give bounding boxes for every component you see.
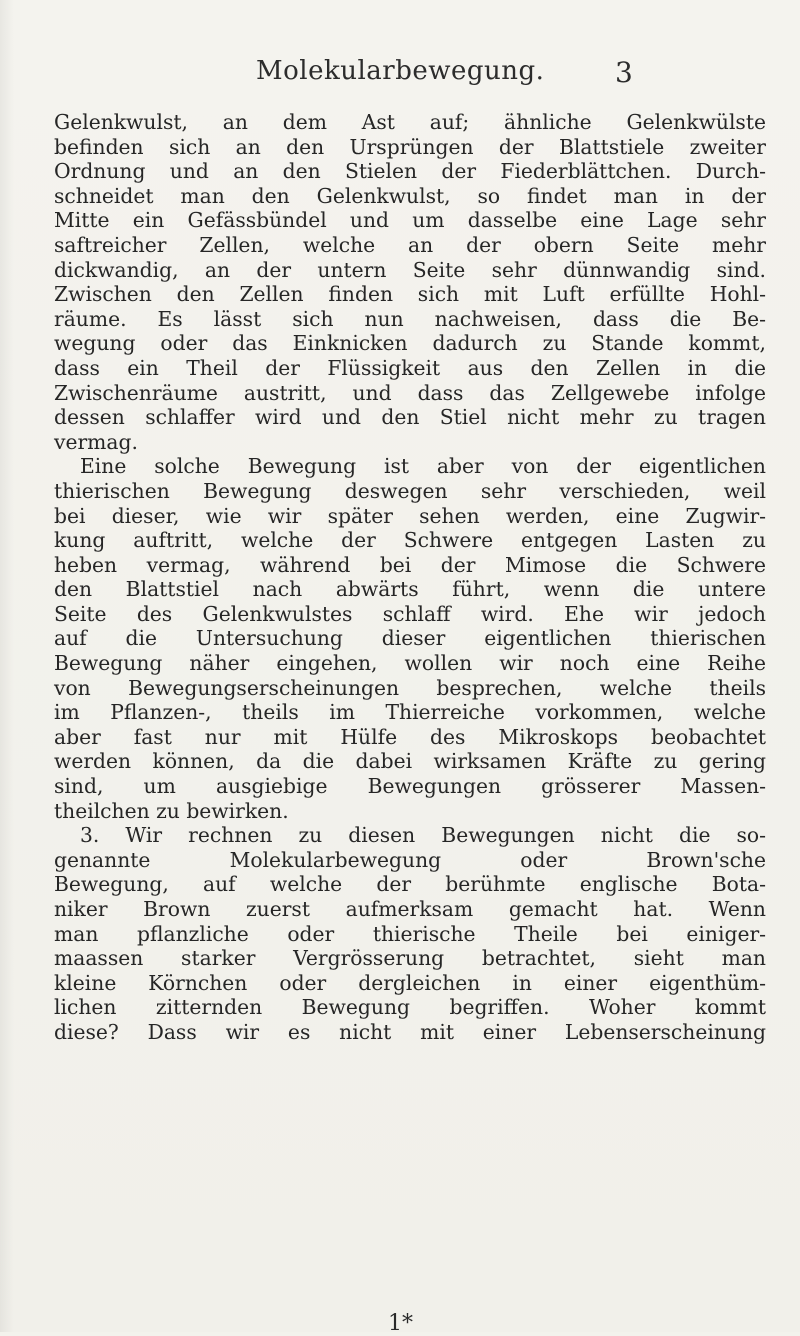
printer-signature: 1* [388,1311,413,1336]
page-number: 3 [615,56,633,89]
body-text [54,110,766,1045]
text-line: im Pflanzen-, theils im Thierreiche vorkommen, welche [54,700,766,725]
text-line: Bewegung, auf welche der berühmte englische Bota- [54,872,766,897]
text-line-paragraph-start: Eine solche Bewegung ist aber von der eigentlichen [80,454,766,479]
text-line: den Blattstiel nach abwärts führt, wenn die untere [54,577,766,602]
text-line: wegung oder das Einknicken dadurch zu Stande kommt, [54,331,766,356]
text-line: auf die Untersuchung dieser eigentlichen thierischen [54,626,766,651]
text-line: Seite des Gelenkwulstes schlaff wird. Ehe wir jedoch [54,601,766,626]
text-line: man pflanzliche oder thierische Theile bei einiger- [54,921,766,946]
text-line: Gelenkwulst, an dem Ast auf; ähnliche Gelenkwülste [54,110,766,134]
text-line: Zwischen den Zellen finden sich mit Luft erfüllte Hohl- [54,282,766,307]
running-head [0,56,800,96]
text-line-section-start: 3. Wir rechnen zu diesen Bewegungen nicht die so- [80,823,766,848]
text-line: von Bewegungserscheinungen besprechen, welche theils [54,675,766,700]
text-line: maassen starker Vergrösserung betrachtet, sieht man [54,946,766,971]
text-line: bei dieser, wie wir später sehen werden, eine Zugwir- [54,503,766,528]
text-line: sind, um ausgiebige Bewegungen grösserer Massen- [54,774,766,799]
text-line: heben vermag, während bei der Mimose die Schwere [54,552,766,577]
page-edge-shadow [0,0,14,1332]
text-line: kung auftritt, welche der Schwere entgegen Lasten zu [54,528,766,553]
text-line: genannte Molekularbewegung oder Brown'sche [54,847,766,872]
text-line: dass ein Theil der Flüssigkeit aus den Zellen in die [54,355,766,380]
running-title: Molekularbewegung. [256,56,545,86]
text-line-paragraph-end: theilchen zu bewirken. [54,798,289,823]
text-line: Ordnung und an den Stielen der Fiederblättchen. Durch- [54,159,766,184]
text-line: Zwischenräume austritt, und dass das Zellgewebe infolge [54,380,766,405]
text-line: kleine Körnchen oder dergleichen in einer eigenthüm- [54,970,766,995]
text-line: befinden sich an den Ursprüngen der Blattstiele zweiter [54,134,766,159]
text-line: saftreicher Zellen, welche an der obern Seite mehr [54,232,766,257]
text-line: Bewegung näher eingehen, wollen wir noch eine Reihe [54,651,766,676]
text-line-paragraph-end: vermag. [54,429,138,454]
text-line: Mitte ein Gefässbündel und um dasselbe eine Lage sehr [54,208,766,233]
text-line: dessen schlaffer wird und den Stiel nicht mehr zu tragen [54,405,766,430]
text-line: thierischen Bewegung deswegen sehr verschieden, weil [54,478,766,503]
text-line: werden können, da die dabei wirksamen Kräfte zu gering [54,749,766,774]
text-line: diese? Dass wir es nicht mit einer Lebenserscheinung [54,1019,766,1044]
text-line: dickwandig, an der untern Seite sehr dünnwandig sind. [54,257,766,282]
text-line: räume. Es lässt sich nun nachweisen, dass die Be- [54,306,766,331]
text-line: lichen zitternden Bewegung begriffen. Woher kommt [54,995,766,1020]
text-line: niker Brown zuerst aufmerksam gemacht hat. Wenn [54,897,766,921]
text-line: aber fast nur mit Hülfe des Mikroskops beobachtet [54,724,766,749]
text-line: schneidet man den Gelenkwulst, so findet man in der [54,183,766,208]
